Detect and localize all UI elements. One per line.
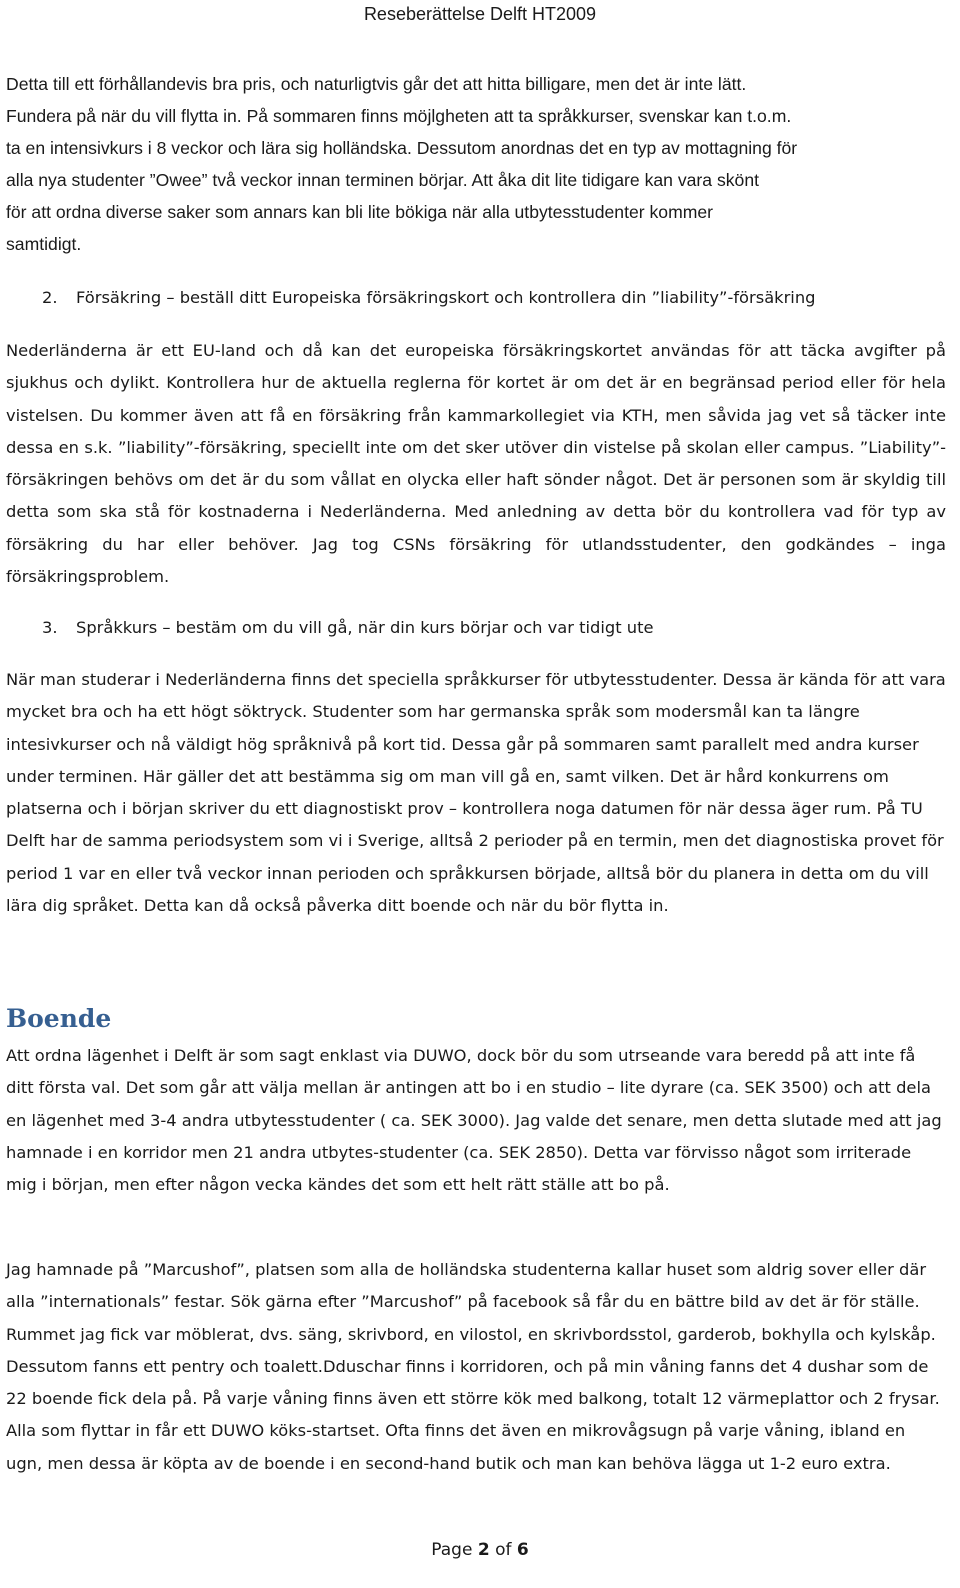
section-2-title: Försäkring – beställ ditt Europeiska försäkringskort och kontrollera din ”liability”-försäkring xyxy=(76,288,816,307)
intro-line: alla nya studenter ”Owee” två veckor innan terminen börjar. Att åka dit lite tidigare kan vara skönt xyxy=(6,170,760,190)
section-3-heading xyxy=(42,612,654,644)
section-3-body: När man studerar i Nederländerna finns det speciella språkkurser för utbytesstudenter. Dessa är kända för att vara mycket bra och ha ett högt söktryck. Studenter som har germanska språk som modersmål kan ta längre intesivkurser och nå väldigt hög språknivå på kort tid. Dessa går på sommaren samt parallelt med andra kurser under terminen. Här gäller det att bestämma sig om man vill gå en, samt vilken. Det är hård konkurrens om platserna och i början skriver du ett diagnostiskt prov – kontrollera noga datumen för när dessa äger rum. På TU Delft har de samma periodsystem som vi i Sverige, alltså 2 perioder på en termin, men det diagnostiska provet för period 1 var en eller två veckor innan perioden och språkkursen började, alltså bör du planera in detta om du vill lära dig språket. Detta kan då också påverka ditt boende och när du bör flytta in. xyxy=(6,670,946,916)
intro-line: samtidigt. xyxy=(6,234,82,254)
footer-of-label: of xyxy=(495,1540,512,1560)
footer-current-page: 2 xyxy=(477,1540,490,1560)
boende-heading: Boende xyxy=(6,1004,112,1033)
section-2-body: Nederländerna är ett EU-land och då kan det europeiska försäkringskortet användas för att täcka avgifter på sjukhus och dylikt. Kontrollera hur de aktuella reglerna för kortet är om det är en begränsad period eller för hela vistelsen. Du kommer även att få en försäkring från kammarkollegiet via KTH, men såvida jag vet så täcker inte dessa en s.k. ”liability”-försäkring, speciellt inte om det sker utöver din vistelse på skolan eller campus. ”Liability”-försäkringen behövs om det är du som vållat en olycka eller haft sönder något. Det är personen som är skyldig till detta som ska stå för kostnaderna i Nederländerna. Med anledning av detta bör du kontrollera vad för typ av försäkring du har eller behöver. Jag tog CSNs försäkring för utlandsstudenter, den godkändes – inga försäkringsproblem. xyxy=(6,341,946,587)
boende-paragraph-1: Att ordna lägenhet i Delft är som sagt enklast via DUWO, dock bör du som utrseande vara beredd på att inte få ditt första val. Det som går att välja mellan är antingen att bo i en studio – lite dyrare (ca. SEK 3500) och att dela en lägenhet med 3-4 andra utbytesstudenter ( ca. SEK 3000). Jag valde det senare, men detta slutade med att jag hamnade i en korridor men 21 andra utbytes-studenter (ca. SEK 2850). Detta var förvisso något som irriterade mig i början, men efter någon vecka kändes det som ett helt rätt ställe att bo på. xyxy=(6,1046,942,1195)
intro-paragraph xyxy=(6,68,946,260)
page-footer xyxy=(0,1540,960,1560)
footer-total-pages: 6 xyxy=(516,1540,529,1560)
footer-page-label: Page xyxy=(431,1540,473,1560)
section-3-number: 3. xyxy=(42,618,58,637)
intro-line: ta en intensivkurs i 8 veckor och lära sig holländska. Dessutom anordnas det en typ av mottagning för xyxy=(6,138,798,158)
page-header: Reseberättelse Delft HT2009 xyxy=(363,4,597,24)
intro-line: för att ordna diverse saker som annars kan bli lite bökiga när alla utbytesstudenter kommer xyxy=(6,202,714,222)
section-3-title: Språkkurs – bestäm om du vill gå, när din kurs börjar och var tidigt ute xyxy=(76,618,654,637)
section-2-number: 2. xyxy=(42,288,58,307)
intro-line: Detta till ett förhållandevis bra pris, och naturligtvis går det att hitta billigare, men det är inte lätt. xyxy=(6,74,747,94)
boende-paragraph-2: Jag hamnade på ”Marcushof”, platsen som alla de holländska studenterna kallar huset som aldrig sover eller där alla ”internationals” festar. Sök gärna efter ”Marcushof” på facebook så får du en bättre bild av det är för ställe. Rummet jag fick var möblerat, dvs. säng, skrivbord, en vilostol, en skrivbordsstol, garderob, bokhylla och kylskåp. Dessutom fanns ett pentry och toalett.Dduschar finns i korridoren, och på min våning fanns det 4 dushar som de 22 boende fick dela på. På varje våning finns även ett större kök med balkong, totalt 12 värmeplattor och 2 frysar. Alla som flyttar in får ett DUWO köks-startset. Ofta finns det även en mikrovågsugn på varje våning, ibland en ugn, men dessa är köpta av de boende i en second-hand butik och man kan behöva lägga ut 1-2 euro extra. xyxy=(6,1260,940,1473)
section-2-heading xyxy=(42,282,815,314)
intro-line: Fundera på när du vill flytta in. På sommaren finns möjlgheten att ta språkkurser, svenskar kan t.o.m. xyxy=(6,106,792,126)
